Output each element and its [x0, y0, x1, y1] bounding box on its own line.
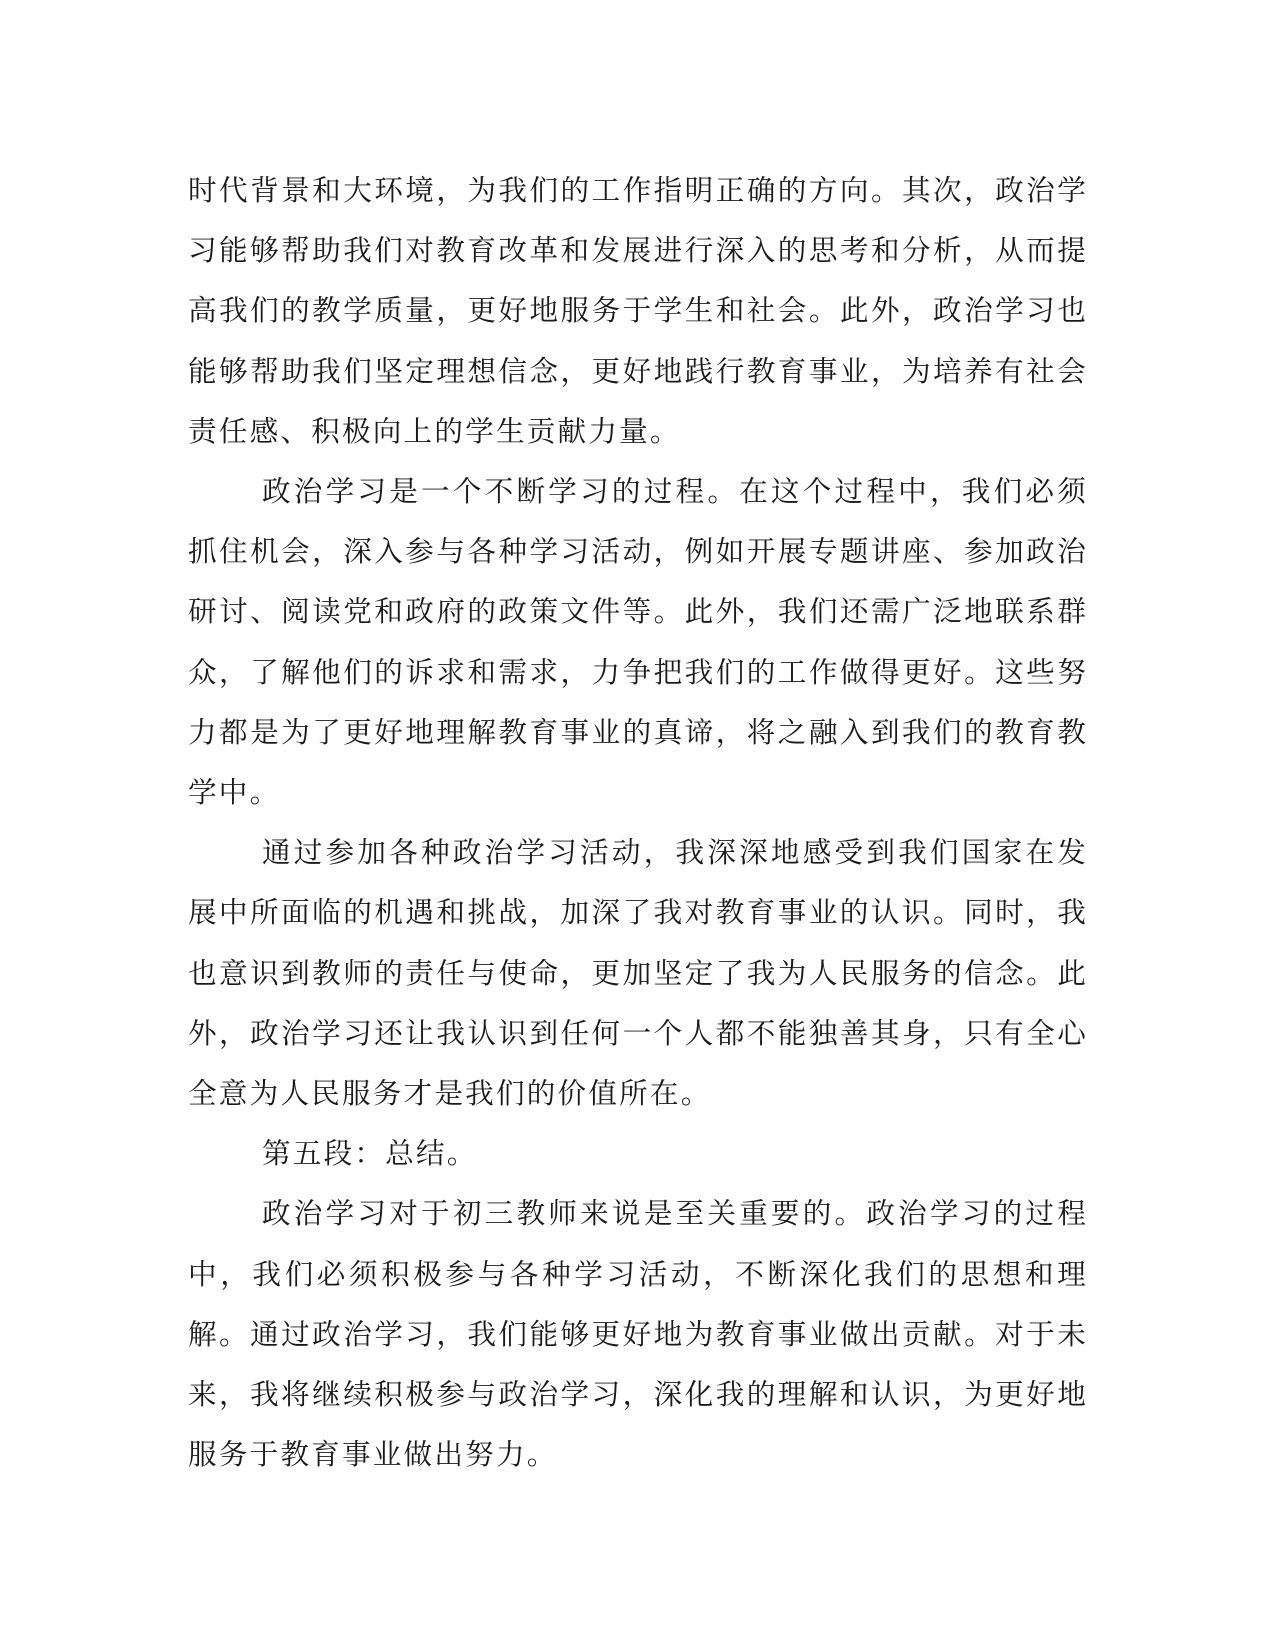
section-heading-summary: 第五段：总结。	[262, 1136, 478, 1171]
paragraph-summary: 政治学习对于初三教师来说是至关重要的。政治学习的过程中，我们必须积极参与各种学习活动，不断深化我们的思想和理解。通过政治学习，我们能够更好地为教育事业做出贡献。对于未来，我将继续积极参与政治学习，深化我的理解和认识，为更好地服务于教育事业做出努力。	[188, 1196, 1088, 1472]
paragraph-learning-process: 政治学习是一个不断学习的过程。在这个过程中，我们必须抓住机会，深入参与各种学习活动，例如开展专题讲座、参加政治研讨、阅读党和政府的政策文件等。此外，我们还需广泛地联系群众，了解他们的诉求和需求，力争把我们的工作做得更好。这些努力都是为了更好地理解教育事业的真谛，将之融入到我们的教育教学中。	[188, 474, 1088, 810]
paragraph-continuation: 时代背景和大环境，为我们的工作指明正确的方向。其次，政治学习能够帮助我们对教育改革和发展进行深入的思考和分析，从而提高我们的教学质量，更好地服务于学生和社会。此外，政治学习也能够帮助我们坚定理想信念，更好地践行教育事业，为培养有社会责任感、积极向上的学生贡献力量。	[188, 173, 1088, 448]
document-body	[188, 160, 1088, 1484]
paragraph-activities-reflection: 通过参加各种政治学习活动，我深深地感受到我们国家在发展中所面临的机遇和挑战，加深了我对教育事业的认识。同时，我也意识到教师的责任与使命，更加坚定了我为人民服务的信念。此外，政治学习还让我认识到任何一个人都不能独善其身，只有全心全意为人民服务才是我们的价值所在。	[188, 835, 1088, 1111]
